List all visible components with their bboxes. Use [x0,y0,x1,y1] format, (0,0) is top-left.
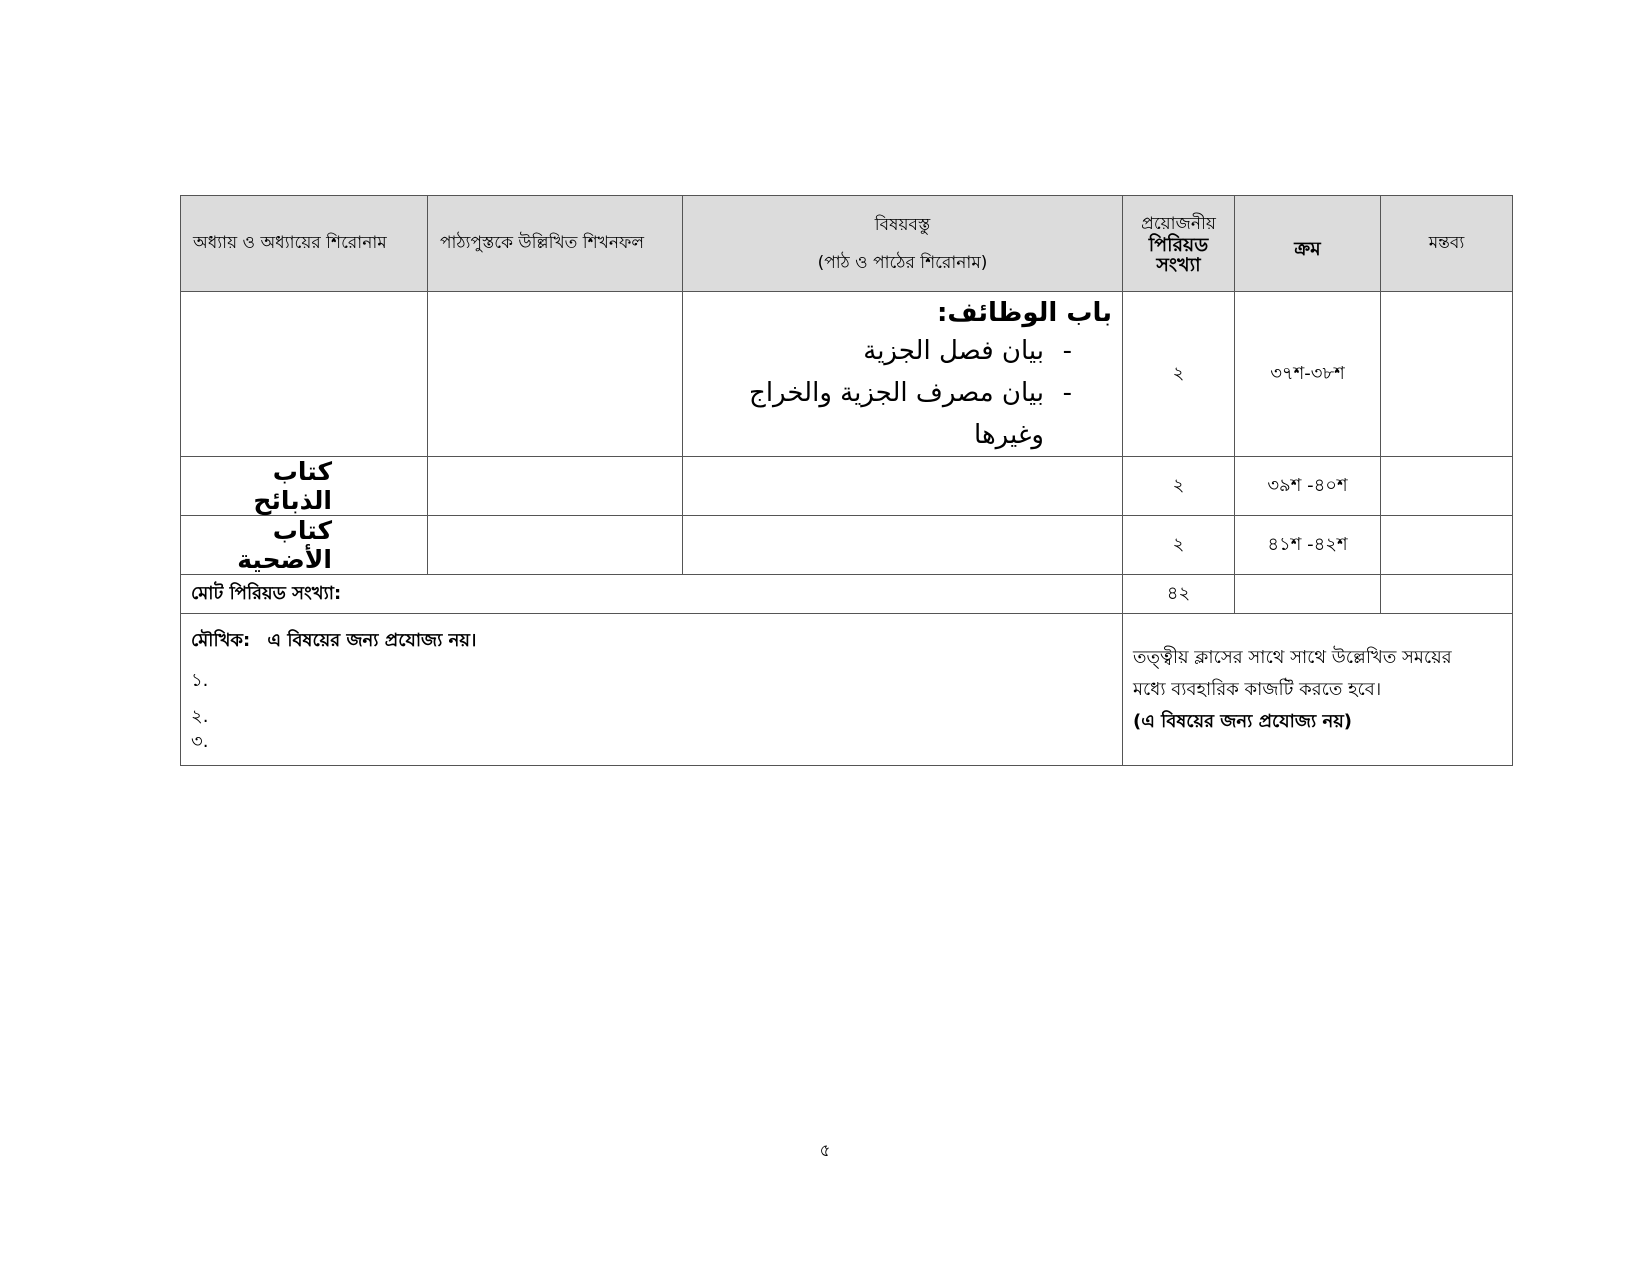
header-periods-line3: সংখ্যা [1156,253,1201,276]
row1-content-list [693,330,1112,456]
row1-remark-cell [1381,292,1513,457]
header-outcome: পাঠ্যপুস্তকে উল্লিখিত শিখনফল [428,196,683,292]
list-item: - بيان فصل الجزية [693,330,1072,372]
row1-periods: ২ [1123,292,1235,457]
header-row [181,196,1513,292]
header-content [683,196,1123,292]
row3-periods: ২ [1123,516,1235,575]
row2-outcome-cell [428,457,683,516]
row1-outcome-cell [428,292,683,457]
practical-cell [1123,614,1513,766]
row1-chapter-cell [181,292,428,457]
page-number: ৫ [819,1141,831,1161]
row2-remark-cell [1381,457,1513,516]
header-periods [1123,196,1235,292]
row2-order: ৩৯শ -৪০শ [1235,457,1381,516]
header-order: ক্রম [1235,196,1381,292]
table-row [181,457,1513,516]
practical-line2: মধ্যে ব্যবহারিক কাজটি করতে হবে। [1133,678,1382,700]
header-content-subtitle: (পাঠ ও পাঠের শিরোনাম) [817,252,988,273]
table-row [181,292,1513,457]
practical-line3: (এ বিষয়ের জন্য প্রযোজ্য নয়) [1133,710,1353,732]
row3-chapter: كتاب الأضحية [181,516,428,575]
total-order-cell [1235,575,1381,614]
row2-periods: ২ [1123,457,1235,516]
table-row [181,516,1513,575]
total-value: ৪২ [1123,575,1235,614]
notes-row [181,614,1513,766]
oral-item-3: ৩. [191,731,209,752]
list-item: - بيان مصرف الجزية والخراج وغيرها [693,372,1072,456]
row1-content-cell [683,292,1123,457]
row3-content-cell [683,516,1123,575]
header-content-title: বিষয়বস্তু [874,214,931,235]
total-row [181,575,1513,614]
row1-content-heading: باب الوظائف: [936,298,1112,328]
header-periods-line1: প্রয়োজনীয় [1141,213,1216,234]
row2-chapter: كتاب الذبائح [181,457,428,516]
oral-item-1: ১. [191,670,209,691]
practical-line1: তত্ত্বীয় ক্লাসের সাথে সাথে উল্লেখিত সময়ের [1133,646,1452,668]
oral-label: মৌখিক: [191,630,251,651]
header-chapter: অধ্যায় ও অধ্যায়ের শিরোনাম [181,196,428,292]
lesson-plan-table [180,195,1513,766]
oral-item-2: ২. [191,706,209,727]
row3-remark-cell [1381,516,1513,575]
oral-line [191,626,1112,657]
row3-order: ৪১শ -৪২শ [1235,516,1381,575]
oral-cell [181,614,1123,766]
total-label: মোট পিরিয়ড সংখ্যা: [181,575,1123,614]
total-remark-cell [1381,575,1513,614]
row3-outcome-cell [428,516,683,575]
row2-content-cell [683,457,1123,516]
oral-text: এ বিষয়ের জন্য প্রযোজ্য নয়। [267,630,477,651]
header-periods-line2: পিরিয়ড [1148,233,1209,256]
row1-order: ৩৭শ-৩৮শ [1235,292,1381,457]
header-remark: মন্তব্য [1381,196,1513,292]
